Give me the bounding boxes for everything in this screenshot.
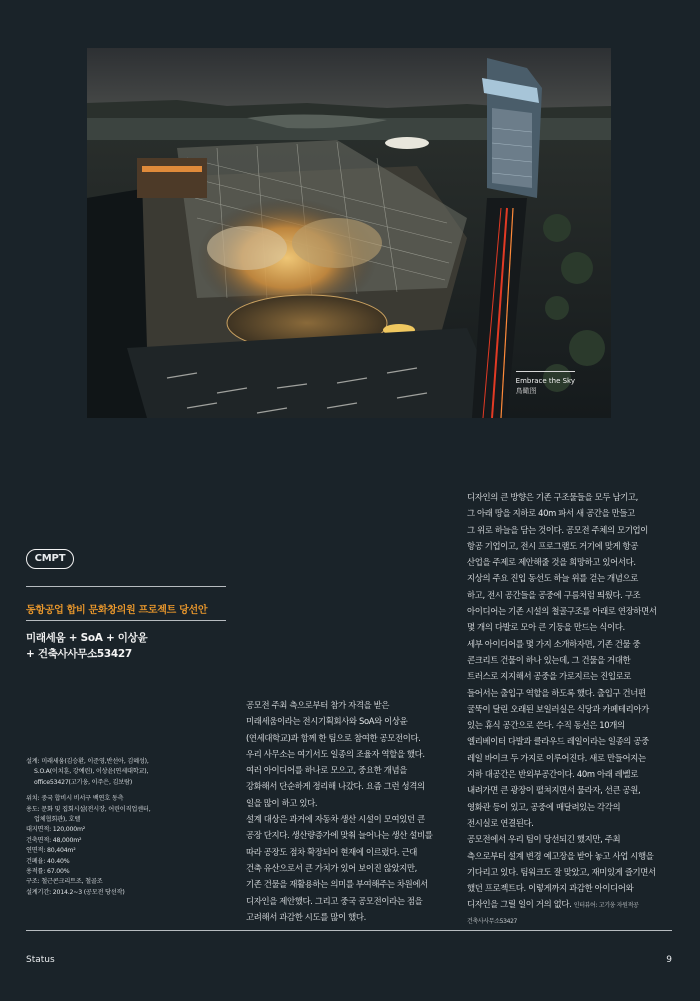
body-line: 콘크리트 건물이 하나 있는데, 그 건물을 거대한 bbox=[467, 654, 631, 665]
section-label: Status bbox=[26, 955, 55, 965]
body-line: 영화관 등이 있고, 공중에 매달려있는 각각의 bbox=[467, 801, 621, 812]
image-caption bbox=[516, 371, 575, 396]
divider-middle bbox=[26, 620, 226, 621]
body-line: 들어서는 출입구 역할을 하도록 했다. 출입구 건너편 bbox=[467, 687, 646, 698]
architects-line-2: + 건축사사무소53427 bbox=[26, 648, 132, 660]
credit-line: 위치: 중국 합비시 비서구 백연호 동측 bbox=[26, 795, 124, 803]
body-last-line: 디자인을 그릴 일이 거의 없다. bbox=[467, 899, 572, 910]
credit-line: office53427(고기웅, 이주은, 김보람) bbox=[34, 778, 133, 786]
body-line: 아이디어는 기존 시설의 철골구조를 아래로 연장하면서 bbox=[467, 606, 657, 617]
body-line: 미래세움이라는 전시기획회사와 SoA와 이상윤 bbox=[246, 716, 408, 727]
credit-line: 구조: 철근콘크리트조, 철골조 bbox=[26, 878, 103, 886]
body-column-1 bbox=[246, 697, 446, 925]
body-line: 세부 아이디어를 몇 가지 소개하자면, 기존 건물 중 bbox=[467, 638, 641, 649]
body-line: 기다리고 있다. 팀워크도 잘 맞았고, 재미있게 즐기면서 bbox=[467, 866, 656, 877]
body-line: 디자인의 큰 방향은 기존 구조물들을 모두 남기고, bbox=[467, 492, 638, 502]
architects-line-1: 미래세움 + SoA + 이상윤 bbox=[26, 632, 148, 644]
body-line: 공모전 주최 측으로부터 참가 자격을 받은 bbox=[246, 700, 390, 710]
body-line: 측으로부터 설계 변경 예고장을 받아 놓고 사업 시행을 bbox=[467, 850, 654, 861]
credit-line: 건폐율: 40.40% bbox=[26, 857, 70, 865]
body-line: 전시실로 연결된다. bbox=[467, 817, 534, 828]
cmpt-badge: CMPT bbox=[26, 549, 74, 569]
footer-divider bbox=[26, 930, 672, 931]
body-line: 항공 기업이고, 전시 프로그램도 거기에 맞게 항공 bbox=[467, 540, 638, 551]
body-line: 하고, 전시 공간들을 공중에 구름처럼 띄웠다. 구조 bbox=[467, 589, 641, 600]
credit-line: 업체협회관), 호텔 bbox=[34, 816, 81, 824]
body-line: 설계 대상은 과거에 자동차 생산 시설이 모여있던 큰 bbox=[246, 814, 425, 825]
project-credits bbox=[26, 757, 216, 898]
body-line: 굴뚝이 달린 오래된 보일러실은 식당과 카페테리아가 bbox=[467, 703, 649, 714]
credit-line: 연면적: 80,404m² bbox=[26, 847, 76, 855]
body-line: 지상의 주요 진입 동선도 하늘 위를 걷는 개념으로 bbox=[467, 573, 638, 584]
body-line: 트러스로 지지해서 공중을 가로지르는 진입로로 bbox=[467, 671, 632, 682]
body-line: 그 위로 하늘을 담는 것이다. 공모전 주체의 모기업이 bbox=[467, 524, 649, 535]
credit-line: 대지면적: 120,000m² bbox=[26, 826, 86, 834]
body-column-2 bbox=[467, 489, 687, 927]
body-line: 공장 단지다. 생산량증가에 맞춰 늘어나는 생산 설비를 bbox=[246, 830, 433, 841]
body-line: 엘리베이터 다발과 클라우드 레일이라는 일종의 공중 bbox=[467, 736, 649, 747]
body-line: (연세대학교)과 함께 한 팀으로 참여한 공모전이다. bbox=[246, 732, 421, 743]
credit-line: 건축면적: 48,000m² bbox=[26, 836, 82, 844]
body-line: 건축 유산으로서 큰 가치가 있어 보이진 않았지만, bbox=[246, 862, 417, 873]
body-line: 지하 대공간은 반외부공간이다. 40m 아래 레벨로 bbox=[467, 769, 638, 780]
body-line bbox=[467, 896, 687, 914]
body-line: 디자인을 제안했다. 그리고 중국 공모전이라는 점을 bbox=[246, 895, 423, 906]
body-line: 따라 공장도 점차 확장되어 현재에 이르렀다. 근대 bbox=[246, 846, 417, 857]
body-line: 레일 바이크 두 가지로 이루어진다. 새로 만들어지는 bbox=[467, 752, 646, 763]
credit-line: S.O.A(이치훈, 강예린), 이상윤(연세대학교), bbox=[34, 768, 149, 776]
credit-line: 용도: 문화 및 집회시설(전시장, 어린이직업센터, bbox=[26, 805, 151, 813]
credit-line: 용적률: 67.00% bbox=[26, 868, 70, 876]
aerial-night-render-image bbox=[87, 48, 611, 418]
hero-rendering bbox=[87, 48, 611, 418]
body-line: 했던 프로젝트다. 이렇게까지 과감한 아이디어와 bbox=[467, 883, 634, 894]
body-line: 여러 아이디어를 하나로 모으고, 중요한 개념을 bbox=[246, 765, 407, 776]
credit-line: 설계기간: 2014.2~3 (공모전 당선작) bbox=[26, 888, 125, 896]
body-line: 몇 개의 다발로 모아 큰 기둥을 만드는 식이다. bbox=[467, 622, 625, 633]
project-headline: 동항공업 합비 문화창의원 프로젝트 당선안 bbox=[26, 605, 208, 616]
body-line: 고려해서 과감한 시도를 많이 했다. bbox=[246, 911, 366, 922]
caption-subtitle: 鳥瞰图 bbox=[515, 387, 537, 395]
body-line: 우리 사무소는 여기서도 일종의 조율자 역할을 했다. bbox=[246, 748, 425, 759]
caption-title: Embrace the Sky bbox=[515, 377, 575, 385]
body-line: 공모전에서 우리 팀이 당선되긴 했지만, 주최 bbox=[467, 834, 621, 845]
body-line: 강화해서 단순하게 정리해 나갔다. 요즘 그런 성격의 bbox=[246, 781, 425, 792]
body-line: 내려가면 큰 광장이 펼쳐지면서 물라자, 선큰 공원, bbox=[467, 785, 641, 796]
architects-block bbox=[26, 630, 226, 662]
office-footnote: 건축사사무소53427 bbox=[467, 917, 518, 925]
body-line: 산업을 주제로 제안해줄 것을 희망하고 있어서다. bbox=[467, 557, 636, 568]
divider-top bbox=[26, 586, 226, 587]
body-line: 기존 건물을 재활용하는 의미를 부여해주는 차원에서 bbox=[246, 879, 428, 890]
body-line: 일을 많이 하고 있다. bbox=[246, 797, 318, 808]
body-line: 그 아래 땅을 지하로 40m 파서 새 공간을 만들고 bbox=[467, 508, 635, 519]
body-line: 있는 휴식 공간으로 쓴다. 수직 동선은 10개의 bbox=[467, 720, 625, 731]
page-number: 9 bbox=[666, 955, 672, 965]
credit-line: 설계: 미래세움(김승환, 이준영,반선아, 김혜성), bbox=[26, 758, 149, 765]
interviewer-credit: 인터뷰어: 고기웅 자원적공 bbox=[573, 902, 639, 910]
